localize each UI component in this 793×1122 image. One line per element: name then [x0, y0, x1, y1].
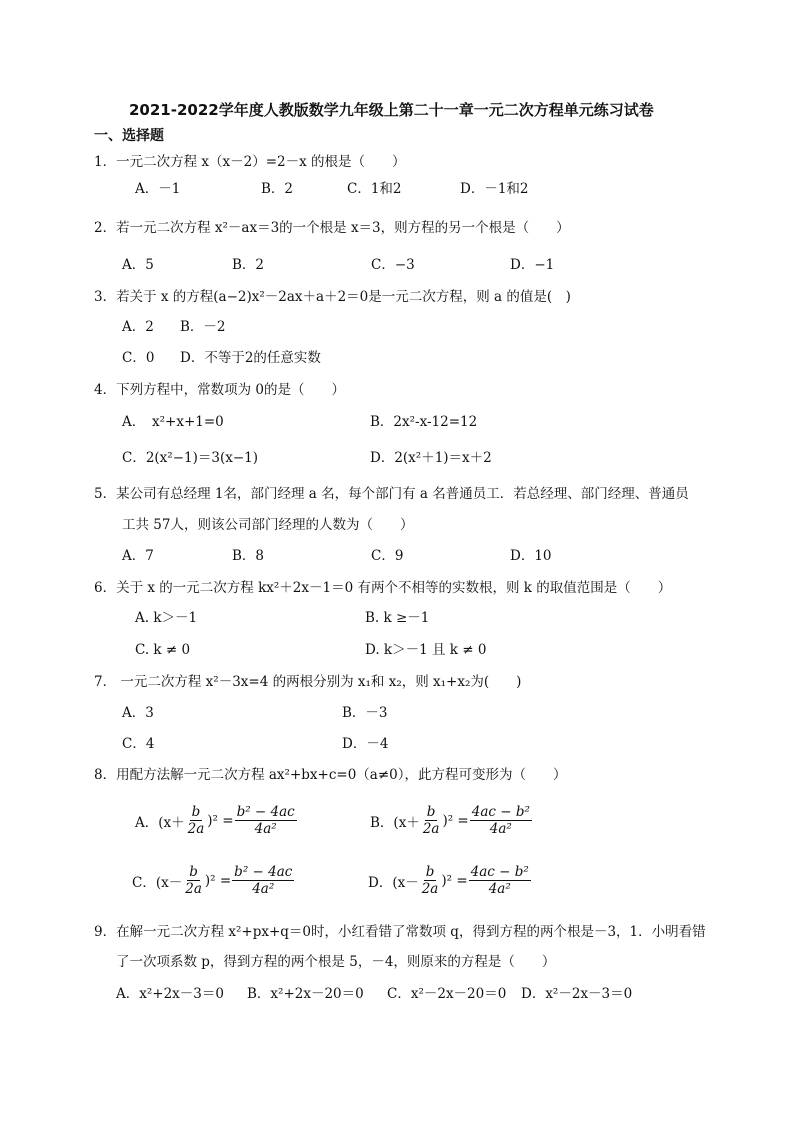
formula-mid: )² =	[442, 812, 469, 829]
denominator: 2a	[421, 881, 439, 897]
question-2-option-a: A．5	[122, 257, 154, 273]
question-4-option-c: C．2(x²−1)＝3(x−1)	[122, 450, 259, 466]
fraction-b-over-2a	[186, 804, 207, 837]
section-heading: 一、选择题	[94, 128, 164, 144]
denominator: 2a	[187, 821, 205, 837]
question-3-option-b: B．－2	[180, 319, 226, 335]
denominator: 2a	[185, 881, 202, 897]
formula-mid: )² =	[204, 872, 232, 889]
formula-mid: )² =	[207, 812, 234, 829]
numerator: b	[426, 804, 436, 820]
question-7-option-d: D．－4	[342, 736, 389, 752]
question-1-option-c: C．1和2	[347, 181, 402, 197]
question-8-stem: 8．用配方法解一元二次方程 ax²+bx+c=0（a≠0），此方程可变形为（ ）	[94, 767, 567, 783]
question-3-option-d: D．不等于2的任意实数	[180, 350, 321, 366]
formula-prefix: (x＋	[393, 814, 420, 831]
page-title: 2021-2022学年度人教版数学九年级上第二十一章一元二次方程单元练习试卷	[129, 101, 654, 119]
denominator: 4a²	[488, 881, 511, 897]
question-7-option-a: A．3	[122, 705, 154, 721]
question-9-stem-line2: 了一次项系数 p，得到方程的两个根是 5，－4，则原来的方程是（ ）	[116, 954, 556, 970]
option-label: D．	[368, 874, 393, 891]
question-6-option-d: D. k＞－1 且 k ≠ 0	[365, 642, 487, 658]
denominator: 2a	[422, 821, 440, 837]
question-3-option-c: C．0	[122, 350, 155, 366]
question-5-option-a: A．7	[122, 548, 154, 564]
question-4-option-d: D．2(x²＋1)＝x＋2	[370, 450, 492, 466]
question-7-option-b: B．－3	[342, 705, 388, 721]
question-7-stem: 7． 一元二次方程 x²－3x=4 的两根分别为 x₁和 x₂，则 x₁+x₂为( )	[94, 674, 522, 690]
option-label: B．	[370, 814, 394, 831]
formula-prefix: (x－	[155, 874, 183, 891]
question-9-option-a: A．x²+2x－3＝0	[116, 986, 224, 1002]
fraction-b-over-2a	[420, 864, 441, 897]
fraction-b-over-2a	[183, 864, 204, 897]
question-5-stem-line1: 5．某公司有总经理 1名，部门经理 a 名，每个部门有 a 名普通员工．若总经理、部门经理、普通员	[94, 486, 689, 502]
denominator: 4a²	[252, 881, 275, 897]
question-9-option-c: C．x²－2x－20＝0	[387, 986, 507, 1002]
numerator: b² − 4ac	[234, 864, 293, 880]
question-8-option-a	[135, 804, 298, 837]
question-5-option-d: D．10	[510, 548, 552, 564]
numerator: 4ac − b²	[471, 804, 530, 820]
formula-prefix: (x＋	[158, 814, 185, 831]
question-5-option-c: C．9	[371, 548, 404, 564]
question-8-option-b	[370, 804, 533, 837]
question-2-option-b: B．2	[232, 257, 265, 273]
question-3-option-a: A．2	[122, 319, 154, 335]
question-2-option-c: C．−3	[371, 257, 415, 273]
fraction-b-over-2a	[421, 804, 442, 837]
question-1-stem: 1．一元二次方程 x（x－2）=2－x 的根是（ ）	[94, 154, 406, 170]
fraction-rhs	[235, 804, 297, 837]
numerator: b	[189, 864, 198, 880]
question-6-option-b: B. k ≥－1	[365, 610, 430, 626]
question-5-stem-line2: 工共 57人，则该公司部门经理的人数为（ ）	[122, 517, 414, 533]
question-7-option-c: C．4	[122, 736, 155, 752]
question-4-option-a: A． x²+x+1=0	[122, 414, 224, 430]
question-8-option-d	[368, 864, 532, 897]
question-6-option-c: C. k ≠ 0	[135, 642, 191, 658]
question-6-option-a: A. k＞－1	[135, 610, 198, 626]
denominator: 4a²	[254, 821, 277, 837]
question-4-stem: 4．下列方程中，常数项为 0的是（ ）	[94, 382, 345, 398]
numerator: b	[191, 804, 201, 820]
question-8-option-c	[132, 864, 295, 897]
question-9-option-b: B．x²+2x－20＝0	[247, 986, 364, 1002]
question-4-option-b: B．2x²-x-12=12	[370, 414, 478, 430]
question-1-option-b: B．2	[261, 181, 294, 197]
question-9-stem-line1: 9．在解一元二次方程 x²+px+q＝0时，小红看错了常数项 q，得到方程的两个根是－3，1．小明看错	[94, 924, 706, 940]
fraction-rhs	[469, 864, 531, 897]
denominator: 4a²	[489, 821, 512, 837]
formula-prefix: (x－	[392, 874, 419, 891]
fraction-rhs	[470, 804, 532, 837]
numerator: b	[425, 864, 435, 880]
question-5-option-b: B．8	[232, 548, 265, 564]
question-1-option-a: A．－1	[135, 181, 181, 197]
question-6-stem: 6．关于 x 的一元二次方程 kx²＋2x－1＝0 有两个不相等的实数根，则 k 的取值范围是（ ）	[94, 580, 672, 596]
formula-mid: )² =	[441, 872, 468, 889]
question-3-stem: 3．若关于 x 的方程(a−2)x²－2ax＋a＋2＝0是一元二次方程，则 a 的值是( )	[94, 289, 571, 305]
question-2-option-d: D．−1	[510, 257, 555, 273]
numerator: 4ac − b²	[470, 864, 529, 880]
option-label: C．	[132, 874, 156, 891]
question-1-option-d: D．－1和2	[460, 181, 529, 197]
numerator: b² − 4ac	[236, 804, 295, 820]
option-label: A．	[135, 814, 159, 831]
fraction-rhs	[232, 864, 294, 897]
question-2-stem: 2．若一元二次方程 x²－ax＝3的一个根是 x＝3，则方程的另一个根是（ ）	[94, 220, 570, 236]
question-9-option-d: D．x²－2x－3＝0	[521, 986, 633, 1002]
